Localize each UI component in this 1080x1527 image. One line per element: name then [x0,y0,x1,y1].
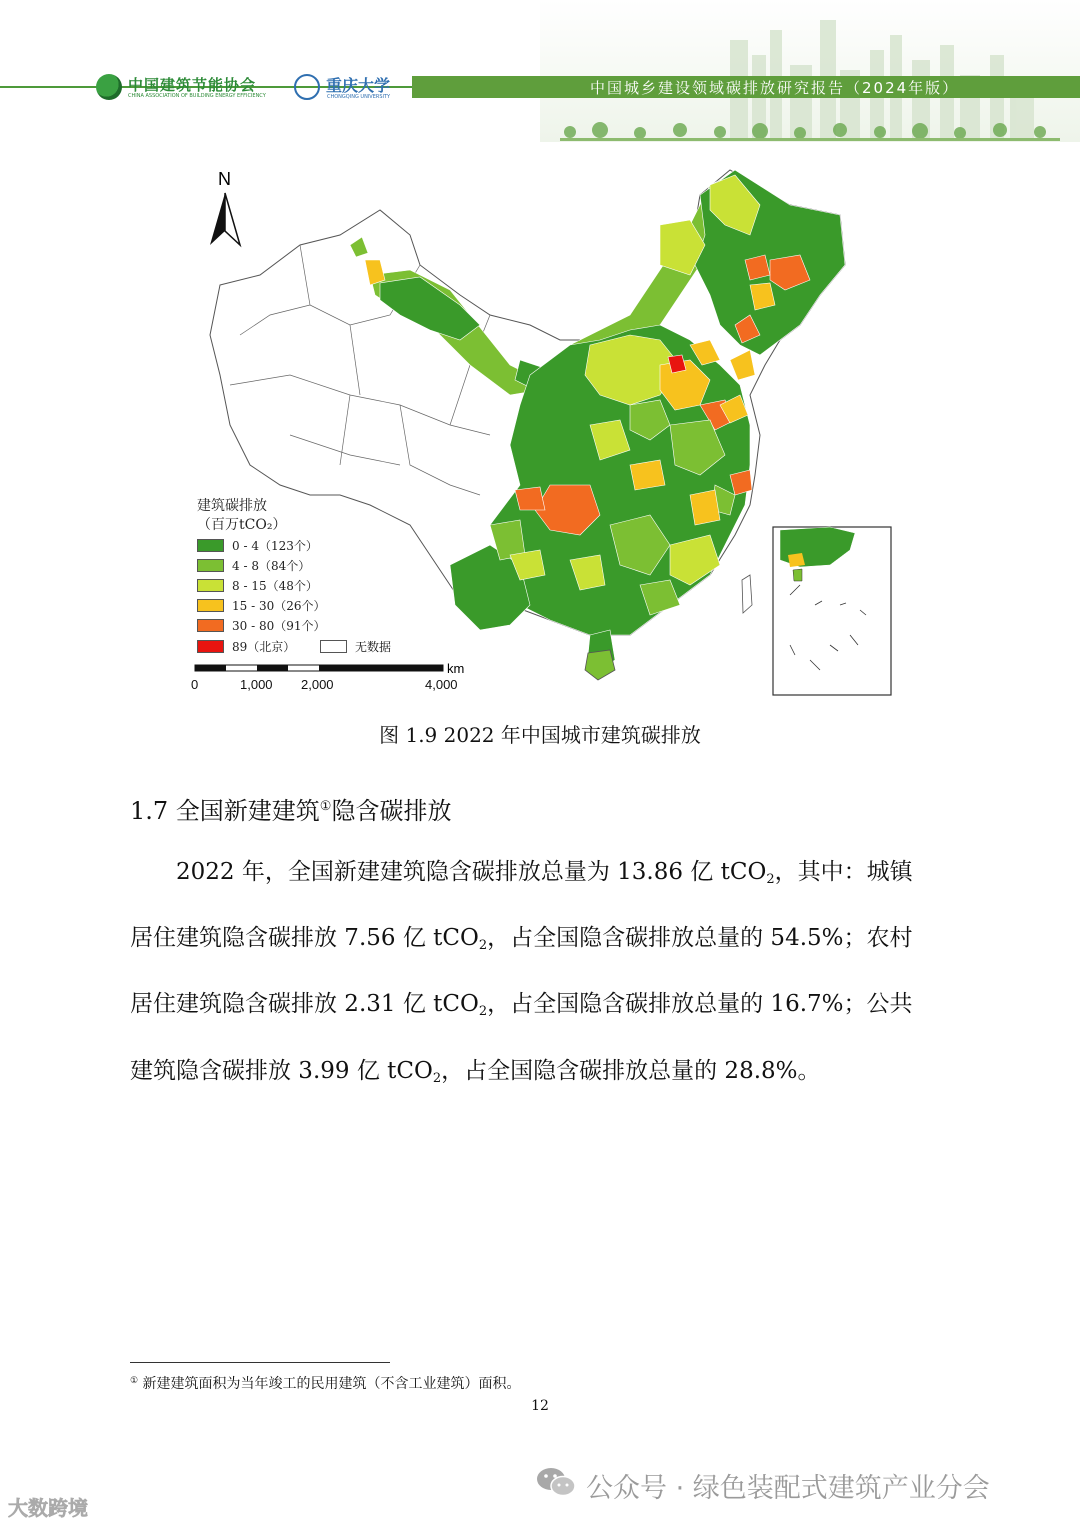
legend-swatch [197,640,224,653]
header-skyline-illustration [540,0,1080,142]
legend-swatch [197,559,224,572]
legend-item [197,555,326,575]
map-legend [197,497,326,656]
legend-label: 0 - 4（123个） [232,538,318,553]
section-heading [130,791,451,826]
org1-name: 中国建筑节能协会 [128,76,257,94]
legend-label: 8 - 15（48个） [232,578,318,593]
footnote-ref: ① [319,799,332,814]
legend-title: 建筑碳排放 [197,498,267,514]
watermark-left: 大数跨境 [8,1496,88,1520]
legend-item [197,575,326,595]
legend-swatch [320,640,347,653]
cabee-logo [96,74,122,100]
paragraph-line: 2022 年，全国新建建筑隐含碳排放总量为 13.86 亿 tCO$_2$，其中：城镇 [176,859,913,887]
legend-swatch [197,599,224,612]
legend-item [197,596,326,616]
paragraph-line: 居住建筑隐含碳排放 2.31 亿 tCO$_2$，占全国隐含碳排放总量的 16.7%；公共 [130,991,913,1020]
wechat-icon [536,1466,576,1498]
scale-bar [195,665,443,671]
legend-swatch [197,579,224,592]
legend-label: 89（北京） [232,639,296,654]
scale-tick: 2,000 [301,677,334,692]
footnote-marker: ① [130,1376,139,1386]
scale-tick: 0 [191,677,199,692]
report-title: 中国城乡建设领域碳排放研究报告（2024年版） [590,79,960,97]
section-title-part1: 1.7 全国新建建筑 [130,797,320,825]
figure-caption: 图 1.9 2022 年中国城市建筑碳排放 [379,723,701,747]
scale-unit: km [447,661,465,676]
org1-english-name: CHINA ASSOCIATION OF BUILDING ENERGY EFFICIENCY [128,93,266,99]
footnote [130,1373,521,1393]
watermark-text: 公众号 · 绿色装配式建筑产业分会 [586,1473,990,1504]
legend-label: 15 - 30（26个） [232,599,326,614]
footnote-text: 新建建筑面积为当年竣工的民用建筑（不含工业建筑）面积。 [138,1376,521,1392]
scale-tick: 1,000 [240,677,273,692]
legend-swatch [197,619,224,632]
north-label: N [218,169,231,189]
legend-unit: （百万tCO₂） [197,517,287,533]
section-title-part2: 隐含碳排放 [331,797,452,825]
cqu-logo [294,74,320,100]
legend-nodata-label: 无数据 [355,640,392,654]
scale-tick: 4,000 [425,677,458,692]
org2-english-name: CHONGQING UNIVERSITY [327,94,391,100]
org2-name: 重庆大学 [326,76,391,95]
legend-swatch [197,539,224,552]
footnote-rule [130,1362,390,1363]
body-paragraph [130,843,952,1108]
north-arrow-icon [210,193,240,245]
legend-item [197,535,326,555]
page-number: 12 [531,1398,549,1414]
legend-nodata [320,638,391,655]
legend-label: 4 - 8（84个） [232,558,311,573]
paragraph-line: 居住建筑隐含碳排放 7.56 亿 tCO$_2$，占全国隐含碳排放总量的 54.5%；农村 [130,925,913,954]
legend-item [197,636,326,656]
paragraph-line: 建筑隐含碳排放 3.99 亿 tCO$_2$，占全国隐含碳排放总量的 28.8%。 [130,1057,821,1086]
legend-item [197,616,326,636]
legend-label: 30 - 80（91个） [232,619,326,634]
